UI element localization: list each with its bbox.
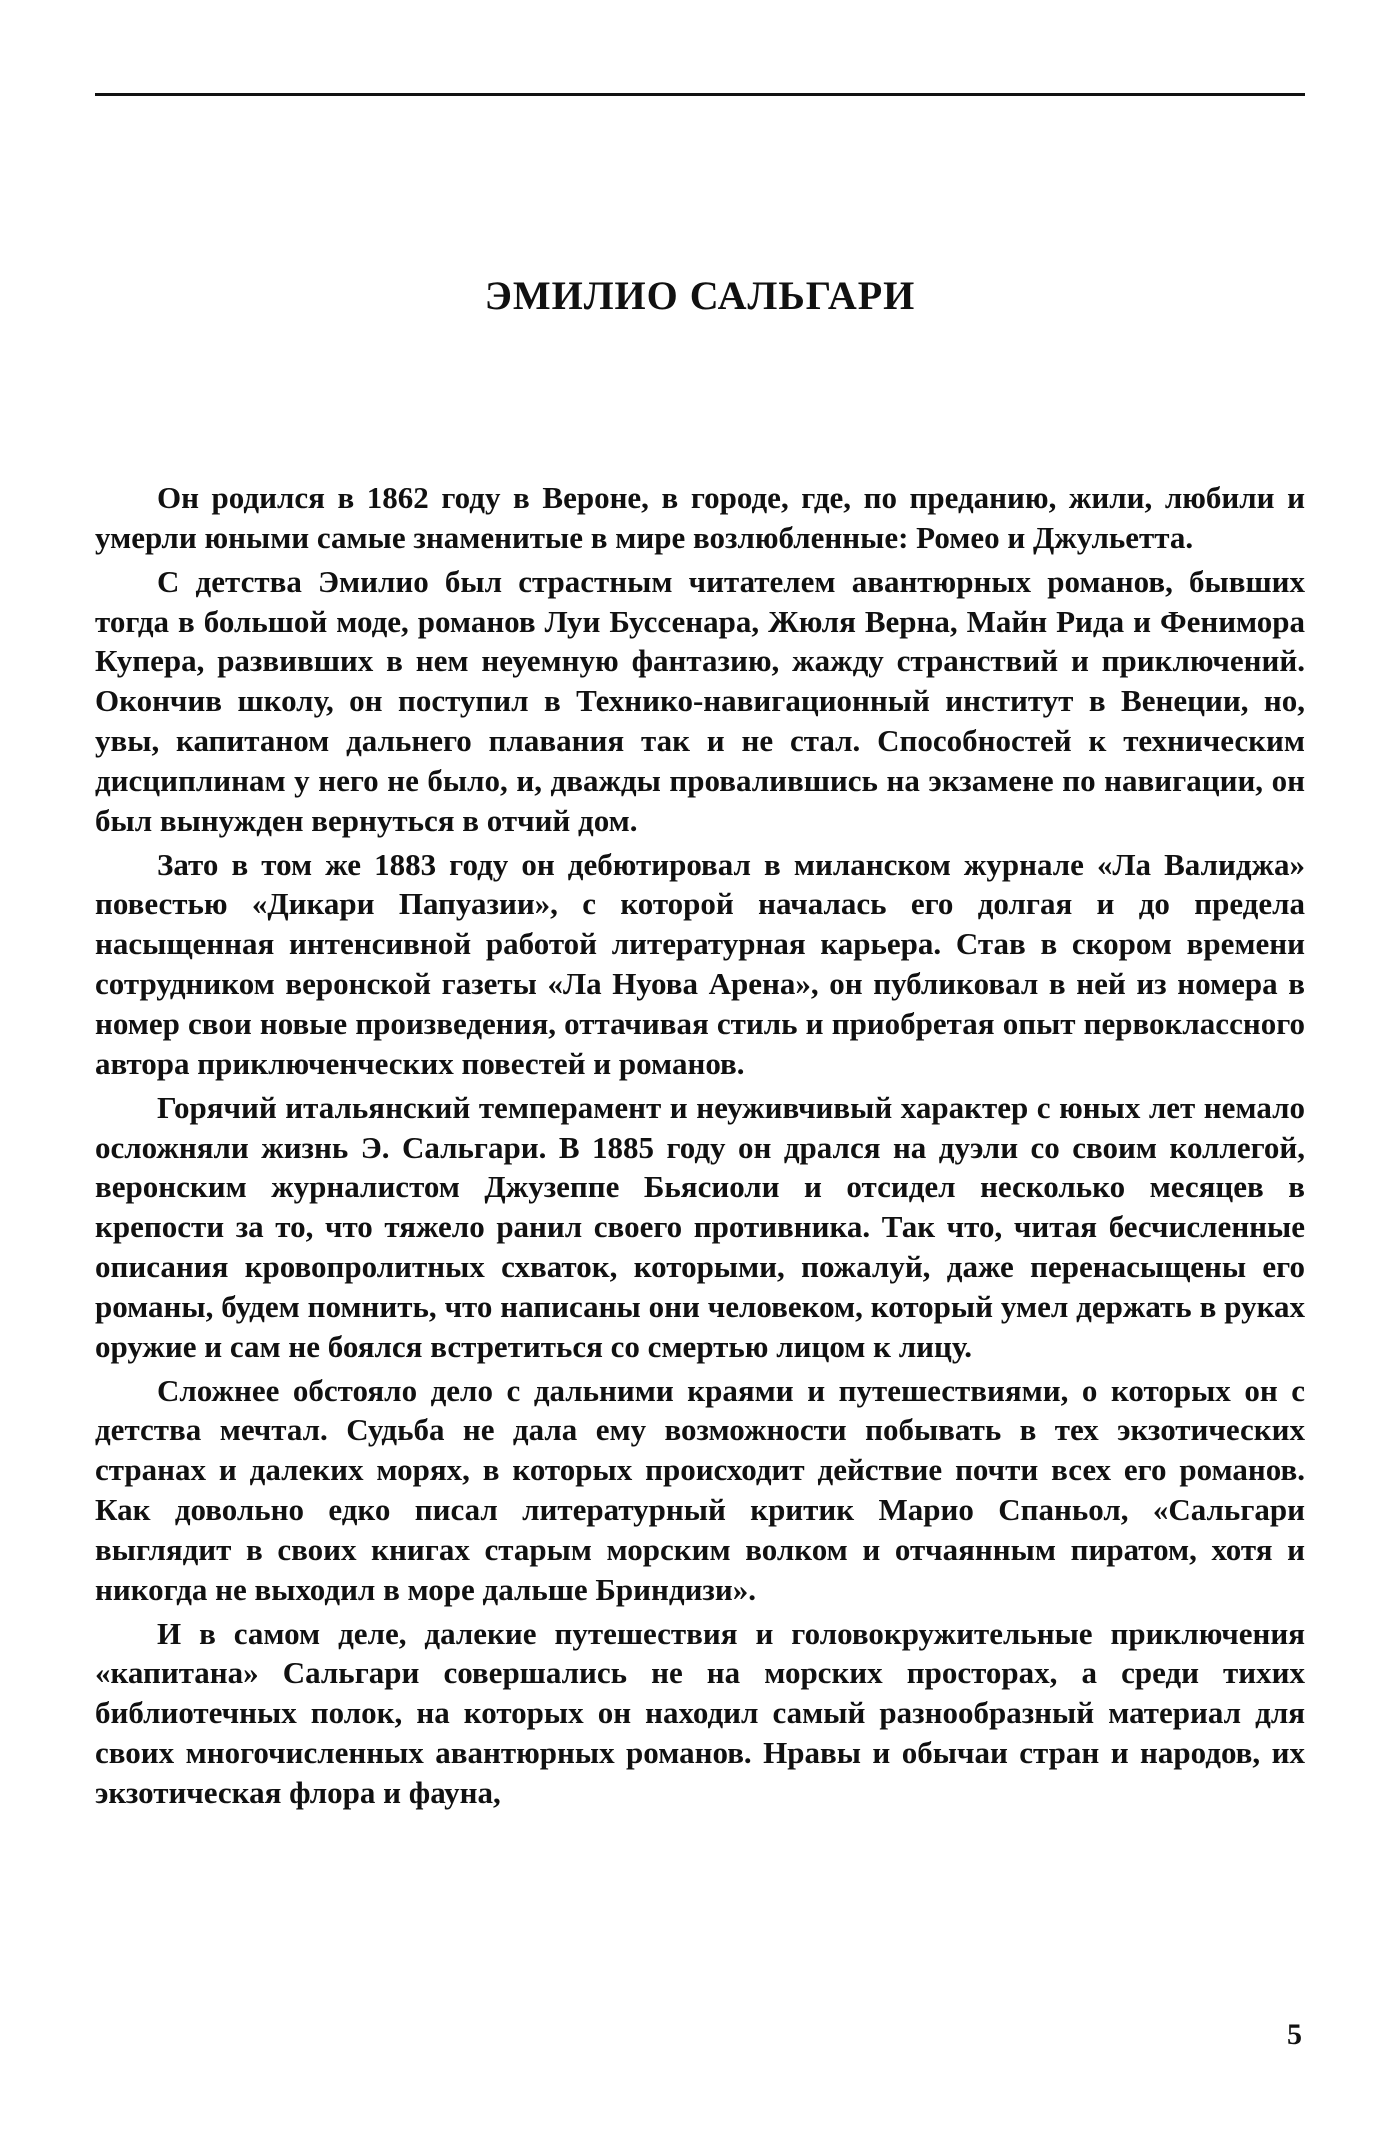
chapter-title: ЭМИЛИО САЛЬГАРИ: [484, 273, 916, 318]
paragraph-2: С детства Эмилио был страстным читателем авантюрных романов, бывших тогда в большой моде, романов Луи Буссенара, Жюля Верна, Майн Рида и Фенимора Купера, развивших в нем неуемную фантазию, жажду странствий и приключений. Окончив школу, он поступил в Технико-навигационный институт в Венеции, но, увы, капитаном дальнего плавания так и не стал. Способностей к техническим дисциплинам у него не было, и, дважды провалившись на экзамене по навигации, он был вынужден вернуться в отчий дом.: [95, 563, 1305, 838]
paragraph-3: Зато в том же 1883 году он дебютировал в миланском журнале «Ла Валиджа» повестью «Дикари Папуазии», с которой началась его долгая и до предела насыщенная интенсивной работой литературная карьера. Став в скором времени сотрудником веронской газеты «Ла Нуова Арена», он публиковал в ней из номера в номер свои новые произведения, оттачивая стиль и приобретая опыт первоклассного автора приключенческих повестей и романов.: [95, 846, 1305, 1081]
paragraph-6: И в самом деле, далекие путешествия и головокружительные приключения «капитана» Сальгари совершались не на морских просторах, а среди тихих библиотечных полок, на которых он находил самый разнообразный материал для своих многочисленных авантюрных романов. Нравы и обычаи стран и народов, их экзотическая флора и фауна,: [95, 1615, 1305, 1810]
paragraph-5: Сложнее обстояло дело с дальними краями и путешествиями, о которых он с детства мечтал. Судьба не дала ему возможности побывать в тех экзотических странах и далеких морях, в которых происходит действие почти всех его романов. Как довольно едко писал литературный критик Марио Спаньол, «Сальгари выглядит в своих книгах старым морским волком и отчаянным пиратом, хотя и никогда не выходил в море дальше Бриндизи».: [95, 1372, 1305, 1607]
top-rule-divider: [95, 93, 1305, 96]
body-text: [95, 478, 1305, 1813]
page-number: 5: [1287, 2018, 1302, 2051]
paragraph-4: Горячий итальянский темперамент и неуживчивый характер с юных лет немало осложняли жизнь Э. Сальгари. В 1885 году он дрался на дуэли со своим коллегой, веронским журналистом Джузеппе Бьясиоли и отсидел несколько месяцев в крепости за то, что тяжело ранил своего противника. Так что, читая бесчисленные описания кровопролитных схваток, которыми, пожалуй, даже перенасыщены его романы, будем помнить, что написаны они человеком, который умел держать в руках оружие и сам не боялся встретиться со смертью лицом к лицу.: [95, 1089, 1305, 1364]
paragraph-1: Он родился в 1862 году в Вероне, в городе, где, по преданию, жили, любили и умерли юными самые знаменитые в мире возлюбленные: Ромео и Джульетта.: [95, 480, 1305, 555]
